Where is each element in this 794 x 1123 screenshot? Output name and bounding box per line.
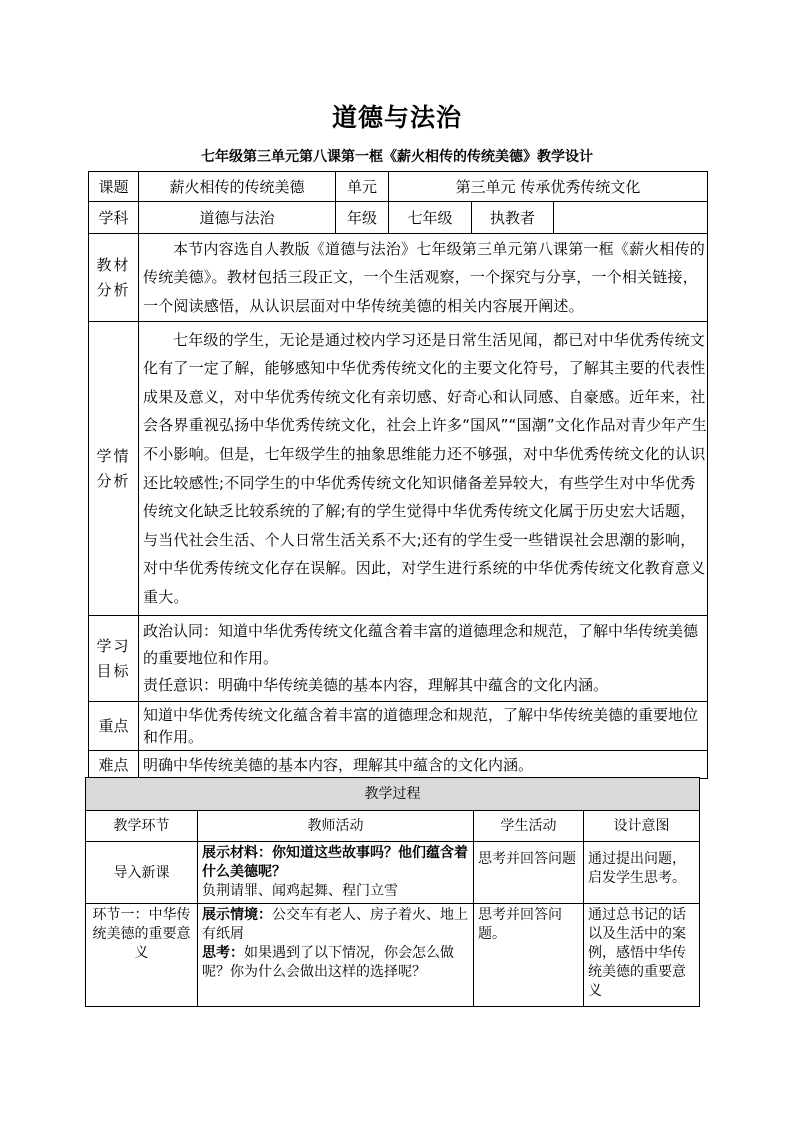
lesson-info-table <box>88 171 708 779</box>
teacher-activity-bold-2: 思考： <box>202 945 244 961</box>
key-point-label: 重点 <box>89 702 139 751</box>
unit-value: 第三单元 传承优秀传统文化 <box>389 172 708 202</box>
subject-label: 学科 <box>89 202 139 234</box>
student-analysis-label-line-2: 分析 <box>96 471 131 490</box>
stage-cell: 导入新课 <box>86 842 198 904</box>
design-intent-cell: 通过总书记的话以及生活中的案例，感悟中华传统美德的重要意义 <box>584 904 700 1007</box>
col-header-stage: 教学环节 <box>86 811 198 842</box>
textbook-analysis-label-line-2: 分析 <box>96 280 131 299</box>
student-analysis-label <box>89 322 139 616</box>
teacher-label: 执教者 <box>472 202 554 234</box>
process-header: 教学过程 <box>86 778 700 811</box>
learning-goals-label <box>89 616 139 702</box>
teacher-activity-text: 公交车有老人、房子着火、地上有纸屑 <box>202 907 468 942</box>
col-header-student: 学生活动 <box>474 811 584 842</box>
key-point-text: 知道中华优秀传统文化蕴含着丰富的道德理念和规范，了解中华传统美德的重要地位和作用。 <box>139 702 708 751</box>
topic-label: 课题 <box>89 172 139 202</box>
teacher-value <box>554 202 708 234</box>
textbook-analysis-label-line-1: 教材 <box>96 255 131 274</box>
col-header-intent: 设计意图 <box>584 811 700 842</box>
col-header-teacher: 教师活动 <box>198 811 474 842</box>
teacher-activity-bold: 展示材料：你知道这些故事吗？他们蕴含着什么美德呢？ <box>202 845 468 880</box>
textbook-analysis-label <box>89 234 139 322</box>
textbook-analysis-text: 本节内容选自人教版《道德与法治》七年级第三单元第八课第一框《薪火相传的传统美德》。教材包括三段正文，一个生活观察，一个探究与分享，一个相关链接，一个阅读感悟，从认识层面对中华传统美德的相关内容展开阐述。 <box>139 234 708 322</box>
student-activity-cell: 思考并回答问题。 <box>474 904 584 1007</box>
difficult-point-text: 明确中华传统美德的基本内容，理解其中蕴含的文化内涵。 <box>139 751 708 779</box>
teacher-activity-cell <box>198 842 474 904</box>
teacher-activity-bold: 展示情境： <box>202 907 272 923</box>
teacher-activity-cell <box>198 904 474 1007</box>
teaching-process-table <box>85 777 700 1007</box>
subject-value: 道德与法治 <box>139 202 336 234</box>
learning-goal-2: 责任意识：明确中华传统美德的基本内容，理解其中蕴含的文化内涵。 <box>143 676 609 694</box>
unit-label: 单元 <box>336 172 389 202</box>
design-intent-cell: 通过提出问题，启发学生思考。 <box>584 842 700 904</box>
document-subtitle: 七年级第三单元第八课第一框《薪火相传的传统美德》教学设计 <box>201 149 593 165</box>
learning-goals-label-line-1: 学习 <box>96 636 131 655</box>
teacher-activity-text-2: 如果遇到了以下情况，你会怎么做呢？你为什么会做出这样的选择呢？ <box>202 945 454 980</box>
student-analysis-label-line-1: 学情 <box>96 446 131 465</box>
grade-value: 七年级 <box>389 202 472 234</box>
teacher-activity-text: 负荆请罪、闻鸡起舞、程门立雪 <box>202 883 398 899</box>
stage-cell: 环节一：中华传统美德的重要意义 <box>86 904 198 1007</box>
learning-goals-text <box>139 616 708 702</box>
learning-goals-label-line-2: 目标 <box>96 661 131 680</box>
student-activity-cell: 思考并回答问题 <box>474 842 584 904</box>
table-row <box>86 842 700 904</box>
learning-goal-1: 政治认同：知道中华优秀传统文化蕴含着丰富的道德理念和规范，了解中华传统美德的重要地位和作用。 <box>143 622 699 667</box>
table-row <box>86 904 700 1007</box>
grade-label: 年级 <box>336 202 389 234</box>
topic-value: 薪火相传的传统美德 <box>139 172 336 202</box>
document-title: 道德与法治 <box>331 103 462 132</box>
student-analysis-text: 七年级的学生，无论是通过校内学习还是日常生活见闻，都已对中华优秀传统文化有了一定了解，能够感知中华优秀传统文化的主要文化符号，了解其主要的代表性成果及意义，对中华优秀传统文化有亲切感、好奇心和认同感、自豪感。近年来，社会各界重视弘扬中华优秀传统文化，社会上许多“国风”“国潮”文化作品对青少年产生不小影响。但是，七年级学生的抽象思维能力还不够强，对中华优秀传统文化的认识还比较感性;不同学生的中华优秀传统文化知识储备差异较大，有些学生对中华优秀传统文化缺乏比较系统的了解;有的学生觉得中华优秀传统文化属于历史宏大话题，与当代社会生活、个人日常生活关系不大;还有的学生受一些错误社会思潮的影响，对中华优秀传统文化存在误解。因此，对学生进行系统的中华优秀传统文化教育意义重大。 <box>139 322 708 616</box>
difficult-point-label: 难点 <box>89 751 139 779</box>
